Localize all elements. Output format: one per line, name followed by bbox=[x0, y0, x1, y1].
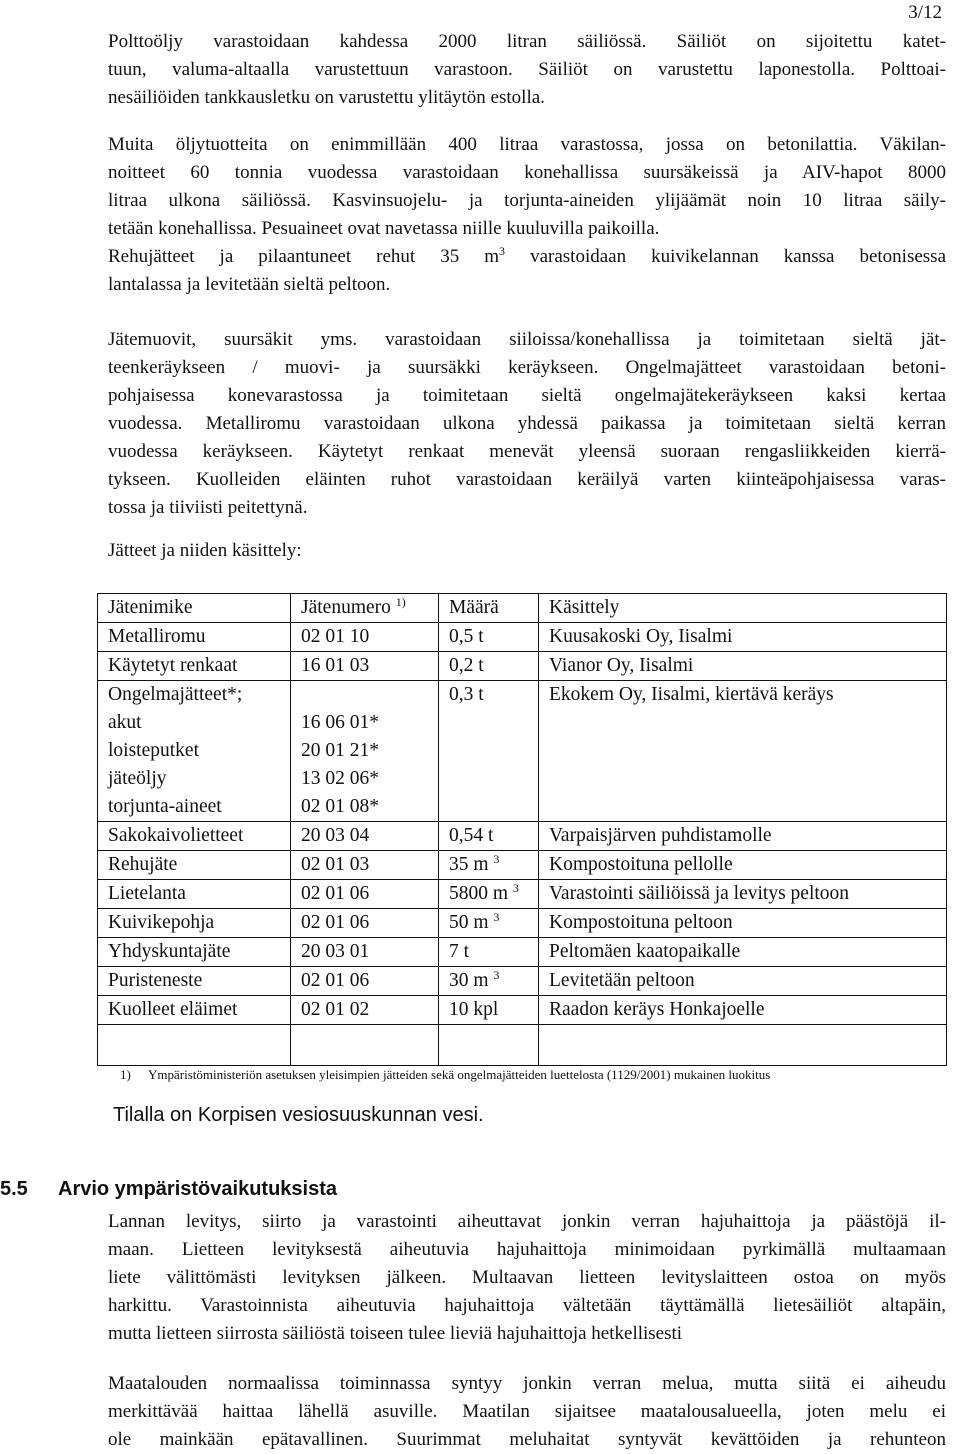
superscript: 3 bbox=[493, 910, 500, 924]
cell-amount: 10 kpl bbox=[439, 996, 539, 1025]
cell-code: 20 03 04 bbox=[291, 822, 439, 851]
hazardous-code bbox=[301, 681, 428, 709]
text-line: teenkeräykseen / muovi- ja suursäkki keräykseen. Ongelmajätteet varastoidaan betoni- bbox=[108, 357, 946, 378]
cell-handling: Varastointi säiliöissä ja levitys peltoon bbox=[539, 880, 947, 909]
footnote bbox=[120, 1067, 770, 1083]
cell-handling: Levitetään peltoon bbox=[539, 967, 947, 996]
cell-amount: 0,54 t bbox=[439, 822, 539, 851]
cell-amount: 0,3 t bbox=[439, 681, 539, 822]
text-line: pohjaisessa konevarastossa ja toimitetaan sieltä ongelmajätekeräykseen kaksi kertaa bbox=[108, 385, 946, 406]
paragraph-waste-handling bbox=[108, 326, 946, 522]
section-title: Arvio ympäristövaikutuksista bbox=[58, 1178, 337, 1200]
cell-code: 02 01 06 bbox=[291, 909, 439, 938]
text-line: vuodessa. Metalliromu varastoidaan ulkona yhdessä paikassa ja toimitetaan sieltä kerran bbox=[108, 413, 946, 434]
cell-code: 02 01 06 bbox=[291, 967, 439, 996]
amount-value: 30 m bbox=[449, 970, 489, 991]
table-row bbox=[98, 909, 947, 938]
waste-table bbox=[97, 593, 947, 1066]
water-note: Tilalla on Korpisen vesiosuuskunnan vesi. bbox=[113, 1104, 484, 1126]
paragraph-noise bbox=[108, 1370, 946, 1454]
cell-amount bbox=[439, 880, 539, 909]
cell-code: 02 01 03 bbox=[291, 851, 439, 880]
header-cell bbox=[291, 594, 439, 623]
text-line: vuodessa keräykseen. Käytetyt renkaat menevät yleensä suoraan rengasliikkeiden kierrä- bbox=[108, 441, 946, 462]
hazardous-item: torjunta-aineet bbox=[108, 796, 222, 817]
paragraph-feed-waste bbox=[108, 243, 946, 299]
header-text: Jätenumero bbox=[301, 597, 391, 618]
text-fragment: varastoidaan kuivikelannan kanssa betonisessa bbox=[505, 246, 946, 267]
cell-handling: Vianor Oy, Iisalmi bbox=[539, 652, 947, 681]
cell-name: Sakokaivolietteet bbox=[98, 822, 291, 851]
text-line: Maatalouden normaalissa toiminnassa syntyy jonkin verran melua, mutta siitä ei aiheudu bbox=[108, 1373, 946, 1394]
text-line: tuun, valuma-altaalla varustettuun varastoon. Säiliöt on varustettu laponestolla. Polttoai- bbox=[108, 59, 946, 80]
cell-code: 02 01 10 bbox=[291, 623, 439, 652]
text-line: lantalassa ja levitetään sieltä peltoon. bbox=[108, 274, 391, 295]
text-line: merkittävää haittaa lähellä asuville. Maatilan sijaitsee maatalousalueella, joten melu ei bbox=[108, 1401, 946, 1422]
table-row bbox=[98, 851, 947, 880]
cell-code: 02 01 02 bbox=[291, 996, 439, 1025]
text-line: mutta lietteen siirrosta säiliöstä toiseen tulee lieviä hajuhaittoja hetkellisesti bbox=[108, 1323, 683, 1344]
hazardous-item: akut bbox=[108, 712, 142, 733]
amount-value: 35 m bbox=[449, 854, 489, 875]
text-line: nesäiliöiden tankkausletku on varustettu ylitäytön estolla. bbox=[108, 87, 545, 108]
table-row bbox=[98, 996, 947, 1025]
hazardous-code: 13 02 06* bbox=[301, 768, 379, 789]
section-heading bbox=[0, 1178, 337, 1201]
text-line: ole mainkään epätavallinen. Suurimmat meluhaitat syntyvät kevättöiden ja rehunteon bbox=[108, 1429, 946, 1450]
empty-cell bbox=[291, 1025, 439, 1066]
text-fragment: Rehujätteet ja pilaantuneet rehut 35 m bbox=[108, 246, 500, 267]
cell-code bbox=[291, 681, 439, 822]
header-cell: Jätenimike bbox=[98, 594, 291, 623]
cell-name: Yhdyskuntajäte bbox=[98, 938, 291, 967]
cell-name: Metalliromu bbox=[98, 623, 291, 652]
cell-handling: Varpaisjärven puhdistamolle bbox=[539, 822, 947, 851]
table-row bbox=[98, 967, 947, 996]
cell-handling: Kompostoituna peltoon bbox=[539, 909, 947, 938]
hazardous-code: 16 06 01* bbox=[301, 712, 379, 733]
cell-name: Lietelanta bbox=[98, 880, 291, 909]
page-number: 3/12 bbox=[908, 2, 942, 23]
table-row-empty bbox=[98, 1025, 947, 1066]
cell-amount: 0,2 t bbox=[439, 652, 539, 681]
cell-handling: Kompostoituna pellolle bbox=[539, 851, 947, 880]
cell-code: 20 03 01 bbox=[291, 938, 439, 967]
amount-value: 5800 m bbox=[449, 883, 509, 904]
hazardous-code: 02 01 08* bbox=[301, 796, 379, 817]
paragraph-fuel-storage bbox=[108, 28, 946, 112]
cell-name: Kuivikepohja bbox=[98, 909, 291, 938]
table-row bbox=[98, 938, 947, 967]
text-line: tykseen. Kuolleiden eläinten ruhot varastoidaan keräilyä varten kiinteäpohjaisessa varas- bbox=[108, 469, 946, 490]
cell-name: Kuolleet eläimet bbox=[98, 996, 291, 1025]
cell-name: Puristeneste bbox=[98, 967, 291, 996]
cell-handling: Kuusakoski Oy, Iisalmi bbox=[539, 623, 947, 652]
header-cell: Käsittely bbox=[539, 594, 947, 623]
superscript: 3 bbox=[499, 244, 506, 258]
superscript: 3 bbox=[493, 852, 500, 866]
text-line: maan. Lietteen levityksestä aiheutuvia hajuhaittoja minimoidaan pyrkimällä multaamaan bbox=[108, 1239, 946, 1260]
amount-value: 50 m bbox=[449, 912, 489, 933]
footnote-text: Ympäristöministeriön asetuksen yleisimpien jätteiden sekä ongelmajätteiden luettelosta (1129/2001) mukainen luokitus bbox=[148, 1067, 771, 1082]
text-line bbox=[108, 243, 946, 271]
text-line: harkittu. Varastoinnista aiheutuvia hajuhaittoja vältetään täyttämällä lietesäiliöt altapäin, bbox=[108, 1295, 946, 1316]
paragraph-oil-products bbox=[108, 131, 946, 243]
superscript: 3 bbox=[512, 881, 519, 895]
footnote-ref: 1) bbox=[395, 595, 406, 609]
text-line: noitteet 60 tonnia vuodessa varastoidaan konehallissa suursäkeissä ja AIV-hapot 8000 bbox=[108, 162, 946, 183]
hazardous-item: jäteöljy bbox=[108, 768, 167, 789]
cell-handling: Ekokem Oy, Iisalmi, kiertävä keräys bbox=[539, 681, 947, 822]
text-line: litraa ulkona säiliössä. Kasvinsuojelu- ja torjunta-aineiden ylijäämät noin 10 litraa säily- bbox=[108, 190, 946, 211]
cell-amount: 7 t bbox=[439, 938, 539, 967]
table-row bbox=[98, 880, 947, 909]
cell-handling: Peltomäen kaatopaikalle bbox=[539, 938, 947, 967]
table-row bbox=[98, 623, 947, 652]
text-line: Lannan levitys, siirto ja varastointi aiheuttavat jonkin verran hajuhaittoja ja päästöjä il- bbox=[108, 1211, 946, 1232]
superscript: 3 bbox=[493, 968, 500, 982]
cell-amount: 0,5 t bbox=[439, 623, 539, 652]
empty-cell bbox=[439, 1025, 539, 1066]
cell-handling: Raadon keräys Honkajoelle bbox=[539, 996, 947, 1025]
table-row-hazardous bbox=[98, 681, 947, 822]
table-row bbox=[98, 652, 947, 681]
cell-amount bbox=[439, 851, 539, 880]
text-line: liete välittömästi levityksen jälkeen. Multaavan lietteen levityslaitteen ostoa on myös bbox=[108, 1267, 946, 1288]
table-header-row bbox=[98, 594, 947, 623]
text-line: tossa ja tiiviisti peitettynä. bbox=[108, 497, 308, 518]
waste-table-heading: Jätteet ja niiden käsittely: bbox=[108, 540, 302, 561]
cell-code: 16 01 03 bbox=[291, 652, 439, 681]
text-line: tetään konehallissa. Pesuaineet ovat navetassa niille kuuluvilla paikoilla. bbox=[108, 218, 660, 239]
text-line: Jätemuovit, suursäkit yms. varastoidaan siiloissa/konehallissa ja toimitetaan sieltä jät- bbox=[108, 329, 946, 350]
cell-name: Rehujäte bbox=[98, 851, 291, 880]
section-number: 5.5 bbox=[0, 1178, 28, 1200]
header-cell: Määrä bbox=[439, 594, 539, 623]
hazardous-item: loisteputket bbox=[108, 740, 199, 761]
footnote-mark: 1) bbox=[120, 1067, 131, 1082]
empty-cell bbox=[98, 1025, 291, 1066]
paragraph-manure-odour bbox=[108, 1208, 946, 1348]
text-line: Muita öljytuotteita on enimmillään 400 litraa varastossa, jossa on betonilattia. Väkilan- bbox=[108, 134, 946, 155]
hazardous-code: 20 01 21* bbox=[301, 740, 379, 761]
cell-name bbox=[98, 681, 291, 822]
cell-amount bbox=[439, 909, 539, 938]
cell-amount bbox=[439, 967, 539, 996]
cell-name: Käytetyt renkaat bbox=[98, 652, 291, 681]
cell-code: 02 01 06 bbox=[291, 880, 439, 909]
empty-cell bbox=[539, 1025, 947, 1066]
table-row bbox=[98, 822, 947, 851]
hazardous-item: Ongelmajätteet*; bbox=[108, 684, 243, 705]
text-line: Polttoöljy varastoidaan kahdessa 2000 litran säiliössä. Säiliöt on sijoitettu katet- bbox=[108, 31, 946, 52]
